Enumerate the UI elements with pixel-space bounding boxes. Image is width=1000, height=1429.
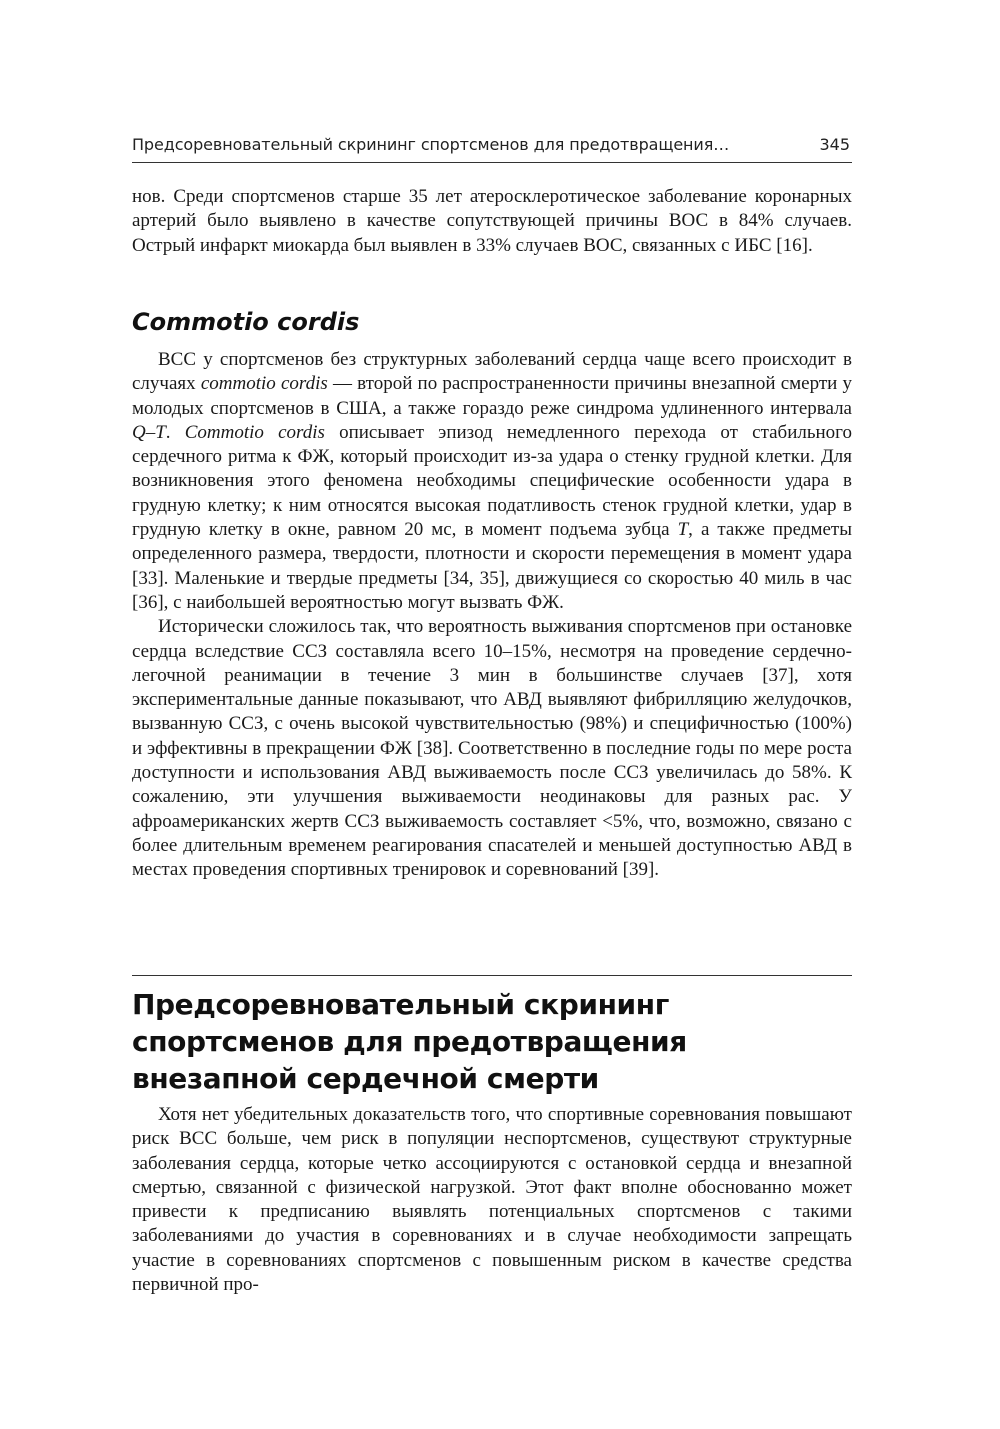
section-divider xyxy=(132,975,852,976)
running-title: Предсоревновательный скрининг спортсменов для предотвращения… xyxy=(132,135,730,154)
section-heading-commotio-cordis: Commotio cordis xyxy=(132,308,360,336)
commotio-paragraph-2: Исторически сложилось так, что вероятность выживания спортсменов при остановке сердца вследствие ССЗ составляла всего 10–15%, несмотря на проведение сердечно-легочной реанимации в течение 3 мин в большинстве случаев [37], хотя экспериментальные данные показывают, что АВД выявляют фибрилляцию желудочков, вызванную ССЗ, с очень высокой чувствительностью (98%) и специфичностью (100%) и эффективны в прекращении ФЖ [38]. Соответственно в последние годы по мере роста доступности и использования АВД выживаемость после ССЗ увеличилась до 58%. К сожалению, эти улучшения выживаемости неодинаковы для разных рас. У афроамериканских жертв ССЗ выживаемость составляет <5%, что, возможно, связано с более длительным временем реагирования спасателей и меньшей доступностью АВД в местах проведения спортивных тренировок и соревнований [39]. xyxy=(132,616,852,881)
text-run: — второй по распространенности причины внезапной смерти у молодых спортсменов в США, а также гораздо реже синдрома удлиненного интервала xyxy=(132,373,852,419)
intro-block xyxy=(132,185,852,258)
text-run: , а также предметы определенного размера, твердости, плотности и скорости перемещения в момент удара [33]. Маленькие и твердые предметы [34, 35], движущиеся со скоростью 40 миль в час [36], с наибольшей вероятностью могут вызвать ФЖ. xyxy=(132,519,852,613)
page-number: 345 xyxy=(819,135,850,154)
running-header xyxy=(132,132,852,163)
term-commotio-cordis: Commotio cordis xyxy=(184,421,325,443)
document-page xyxy=(132,0,852,1429)
term-qt-interval: Q–T xyxy=(132,421,166,443)
commotio-section-body xyxy=(132,348,852,883)
section-heading-screening: Предсоревновательный скрининг спортсменов для предотвращения внезапной сердечной смерти xyxy=(132,988,687,1095)
text-run: . xyxy=(165,421,185,443)
commotio-paragraph-1 xyxy=(132,348,852,615)
screening-section-body xyxy=(132,1103,852,1297)
text-run: ВСС у спортсменов без структурных заболеваний сердца чаще всего происходит в случаях xyxy=(132,349,852,395)
intro-paragraph: нов. Среди спортсменов старше 35 лет атеросклеротическое заболевание коронарных артерий было выявлено в качестве сопутствующей причины ВОС в 84% случаев. Острый инфаркт миокарда был выявлен в 33% случаев ВОС, связанных с ИБС [16]. xyxy=(132,186,852,256)
text-run: описывает эпизод немедленного перехода от стабильного сердечного ритма к ФЖ, который происходит из-за удара о стенку грудной клетки. Для возникновения этого феномена необходимы специфические особенности удара в грудную клетку; к ним относятся высокая податливость стенок грудной клетки, удар в грудную клетку в окне, равном 20 мс, в момент подъема зубца xyxy=(132,421,853,541)
screening-paragraph-1: Хотя нет убедительных доказательств того, что спортивные соревнования повышают риск ВСС больше, чем риск в популяции неспортсменов, существуют структурные заболевания сердца, которые четко ассоциируются с остановкой сердца и внезапной смертью, связанной с физической нагрузкой. Этот факт вполне обоснованно может привести к предписанию выявлять потенциальных спортсменов с такими заболеваниями до участия в соревнованиях и в случае необходимости запрещать участие в соревнованиях спортсменов с повышенным риском в качестве средства первичной про- xyxy=(132,1104,852,1296)
term-commotio-cordis: commotio cordis xyxy=(200,373,328,395)
term-t-wave: T xyxy=(677,519,689,541)
